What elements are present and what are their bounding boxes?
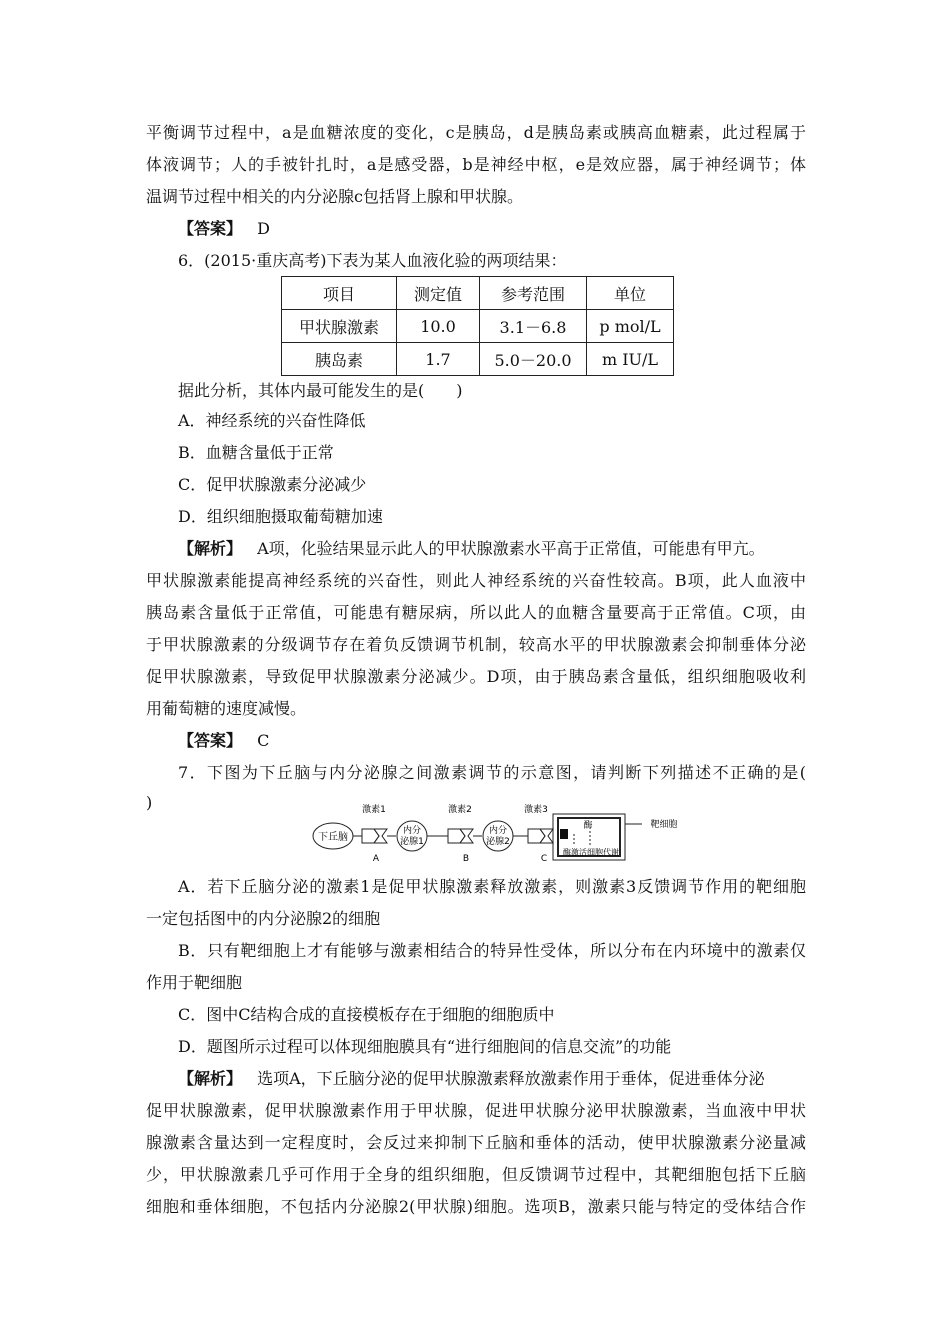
analysis-6-first [178,536,806,562]
intro-line: 温调节过程中相关的内分泌腺c包括肾上腺和甲状腺。 [146,187,523,206]
receptor-block [560,829,568,839]
table-cell: 5.0－20.0 [480,343,587,376]
option-b-cont: 作用于靶细胞 [146,973,243,992]
receptor-a-shape [362,829,379,843]
diagram-svg [312,800,712,866]
answer-5 [178,216,838,242]
option-b: B．只有靶细胞上才有能够与激素相结合的特异性受体，所以分布在内环境中的激素仅 [178,941,806,960]
analysis-text: 选项A，下丘脑分泌的促甲状腺激素释放激素作用于垂体，促进垂体分泌 [257,1069,765,1088]
hormone2-label: 激素2 [448,805,472,815]
analysis-7-first [178,1066,806,1092]
table-cell: 1.7 [397,343,480,376]
option-d: D．组织细胞摄取葡萄糖加速 [178,507,383,526]
analysis-label: 【解析】 [178,539,243,558]
gland2-label: 泌腺2 [486,837,510,847]
label-c: C [540,854,548,864]
table-row [282,343,674,376]
question-7-stem: 7．下图为下丘脑与内分泌腺之间激素调节的示意图，请判断下列描述不正确的是( [178,763,806,782]
analysis-label: 【解析】 [178,1069,243,1088]
analysis-line: 胰岛素含量低于正常值，可能患有糖尿病，所以此人的血糖含量要高于正常值。C项，由 [146,603,806,622]
answer-label: 【答案】 [178,731,243,750]
answer-value: C [257,731,270,750]
analysis-line: 少，甲状腺激素几乎可作用于全身的组织细胞，但反馈调节过程中，其靶细胞包括下丘脑 [146,1165,806,1184]
table-header-row [282,277,674,310]
answer-label: 【答案】 [178,219,243,238]
question-6-stem: 6．(2015·重庆高考)下表为某人血液化验的两项结果： [178,251,567,270]
table-cell: 3.1－6.8 [480,310,587,343]
enzyme-label: 酶 [583,821,593,831]
analysis-line: 于甲状腺激素的分级调节存在着负反馈调节机制，较高水平的甲状腺激素会抑制垂体分泌 [146,635,806,654]
analysis-line: 用葡萄糖的速度减慢。 [146,699,307,718]
option-a: A．若下丘脑分泌的激素1是促甲状腺激素释放激素，则激素3反馈调节作用的靶细胞 [178,877,806,896]
label-a: A [372,854,380,864]
analysis-line: 促甲状腺激素，导致促甲状腺激素分泌减少。D项，由于胰岛素含量低，组织细胞吸收利 [146,667,806,686]
analysis-line: 促甲状腺激素，促甲状腺激素作用于甲状腺，促进甲状腺分泌甲状腺激素，当血液中甲状 [146,1101,806,1120]
option-a-cont: 一定包括图中的内分泌腺2的细胞 [146,909,381,928]
analysis-text: A项，化验结果显示此人的甲状腺激素水平高于正常值，可能患有甲亢。 [257,539,765,558]
intro-line: 体液调节；人的手被针扎时，a是感受器，b是神经中枢，e是效应器，属于神经调节；体 [146,155,806,174]
hormone1-label: 激素1 [362,805,386,815]
option-d: D．题图所示过程可以体现细胞膜具有“进行细胞间的信息交流”的功能 [178,1037,672,1056]
analysis-line: 腺激素含量达到一定程度时，会反过来抑制下丘脑和垂体的活动，使甲状腺激素分泌量减 [146,1133,806,1152]
gland1-label: 泌腺1 [400,837,424,847]
hormone-regulation-diagram [312,800,712,866]
option-c: C．图中C结构合成的直接模板存在于细胞的细胞质中 [178,1005,555,1024]
hormone3-shape [540,829,553,843]
option-c: C．促甲状腺激素分泌减少 [178,475,367,494]
table-header: 测定值 [397,277,480,310]
option-b: B．血糖含量低于正常 [178,443,334,462]
table-cell: 10.0 [397,310,480,343]
table-cell: p mol/L [587,310,674,343]
analysis-line: 细胞和垂体细胞，不包括内分泌腺2(甲状腺)细胞。选项B，激素只能与特定的受体结合作 [146,1197,806,1216]
option-a: A．神经系统的兴奋性降低 [178,411,366,430]
table-cell: 甲状腺激素 [282,310,397,343]
table-header: 单位 [587,277,674,310]
table-cell: 胰岛素 [282,343,397,376]
intro-line: 平衡调节过程中，a是血糖浓度的变化，c是胰岛，d是胰岛素或胰高血糖素，此过程属于 [146,123,806,142]
receptor-c-shape [528,829,545,843]
receptor-b-shape [448,829,465,843]
analysis-line: 甲状腺激素能提高神经系统的兴奋性，则此人神经系统的兴奋性较高。B项，此人血液中 [146,571,806,590]
label-b: B [462,854,470,864]
gland1-label: 内分 [402,826,422,836]
table-header: 项目 [282,277,397,310]
target-cell-label: 靶细胞 [650,820,678,830]
answer-value: D [257,219,270,238]
gland2-label: 内分 [488,826,508,836]
table-cell: m IU/L [587,343,674,376]
blood-test-table [281,276,674,376]
hormone1-shape [374,829,387,843]
hormone2-shape [460,829,473,843]
table-header: 参考范围 [480,277,587,310]
enzyme-activate-label: 酶激活细胞代谢 [563,848,619,857]
answer-6 [178,728,838,754]
hypothalamus-label: 下丘脑 [318,832,348,843]
hormone3-label: 激素3 [524,805,548,815]
question-7-stem-end: ) [146,793,153,812]
question-6-question: 据此分析，其体内最可能发生的是( ) [178,381,463,400]
table-row [282,310,674,343]
